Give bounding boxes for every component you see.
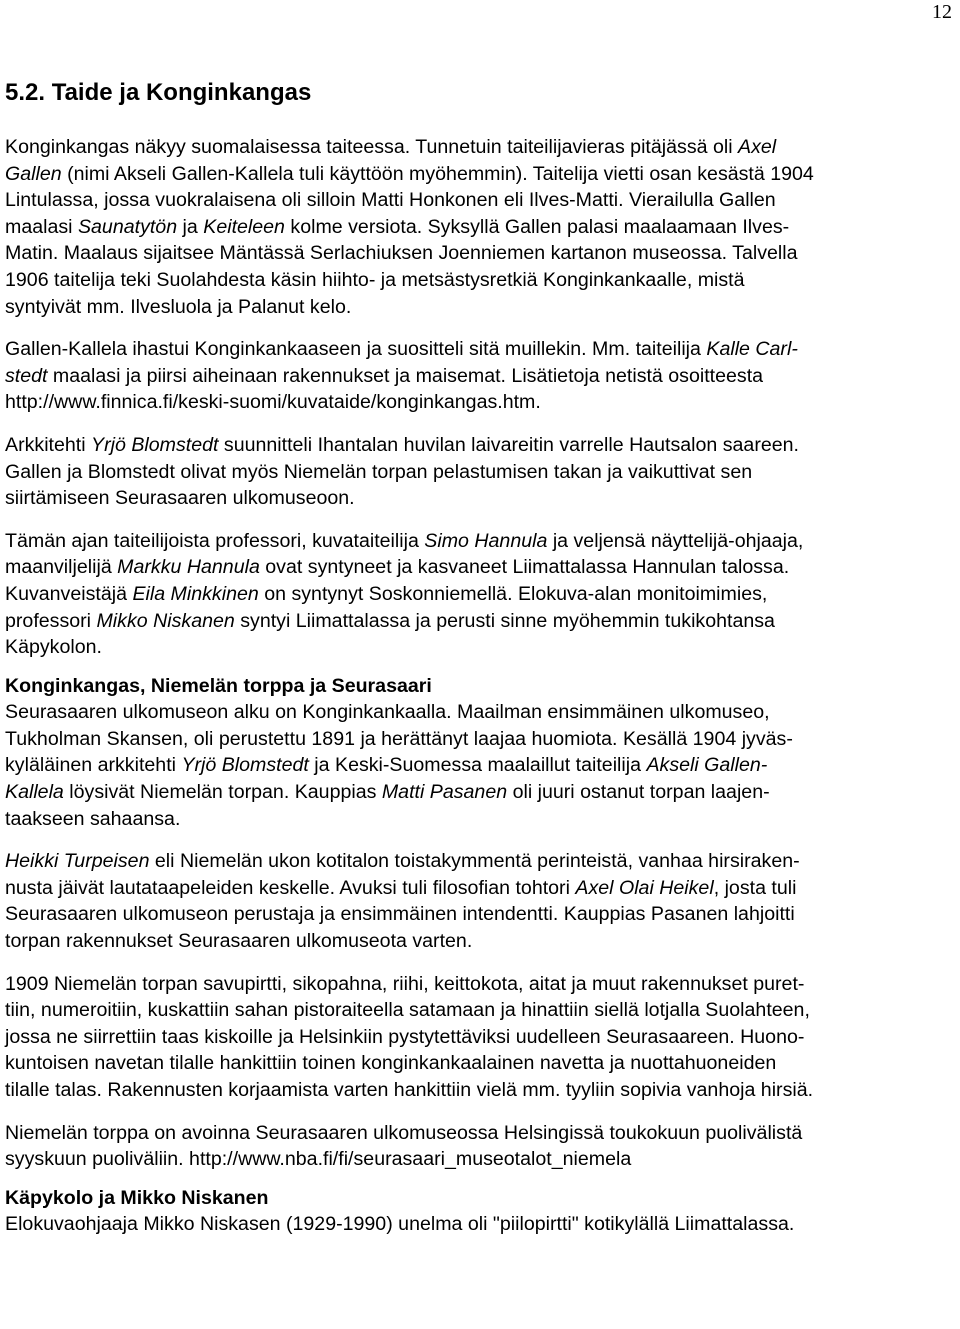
- text-run: on syntynyt Soskonniemellä. Elokuva-alan monitoimimies,: [258, 582, 768, 605]
- text-run: professori: [5, 609, 97, 632]
- text-line: [5, 581, 955, 608]
- text-line: [5, 848, 955, 875]
- text-run: tilalle talas. Rakennusten korjaamista varten hankittiin vielä mm. tyyliin sopivia vanhoja hirsiä.: [5, 1079, 814, 1101]
- italic-name: stedt: [5, 364, 48, 387]
- text-run: 1906 taitelija teki Suolahdesta käsin hiihto- ja metsästysretkiä Konginkankaalle, mistä: [5, 268, 745, 291]
- text-line: [5, 187, 955, 214]
- text-run: Seurasaaren ulkomuseon perustaja ja ensimmäinen intendentti. Kauppias Pasanen lahjoitti: [5, 903, 795, 926]
- text-run: syyskuun puoliväliin. http://www.nba.fi/fi/seurasaari_museotalot_niemela: [5, 1148, 632, 1171]
- italic-name: Axel: [738, 136, 777, 158]
- italic-name: Kalle Carl-: [706, 338, 798, 361]
- text-run: ja: [177, 215, 204, 238]
- text-line: [5, 928, 955, 955]
- text-line: [5, 554, 955, 581]
- italic-name: Matti Pasanen: [381, 781, 508, 804]
- text-run: Konginkangas näkyy suomalaisessa taiteessa. Tunnetuin taiteilijavieras pitäjässä oli: [5, 136, 739, 158]
- text-line: [5, 363, 955, 390]
- text-run: Gallen-Kallela ihastui Konginkankaaseen ja suositteli sitä muillekin. Mm. taiteilija: [5, 338, 707, 361]
- text-line: [5, 267, 955, 294]
- text-run: 1909 Niemelän torpan savupirtti, sikopahna, riihi, keittokota, aitat ja muut rakennukset puret-: [5, 972, 805, 995]
- text-line: [5, 432, 955, 459]
- text-run: tiin, numeroitiin, kuskattiin sahan pistoraiteella satamaan ja hinattiin siellä lotjalla Suolahteen,: [5, 999, 810, 1022]
- text-run: ja veljensä näyttelijä-ohjaaja,: [547, 529, 804, 552]
- text-run: http://www.finnica.fi/keski-suomi/kuvataide/konginkangas.htm.: [5, 391, 541, 414]
- paragraph-gallen-konginkangas: [5, 134, 955, 320]
- italic-name: Heikki Turpeisen: [5, 850, 150, 873]
- text-run: eli Niemelän ukon kotitalon toistakymmentä perinteistä, vanhaa hirsiraken-: [149, 850, 800, 873]
- text-line: [5, 1077, 955, 1104]
- text-run: jossa ne siirrettiin taas kiskoille ja Helsinkiin pystytettäviksi uudelleen Seurasaareen. Huono-: [5, 1025, 805, 1048]
- text-line: [5, 779, 955, 806]
- paragraph-niskanen: [5, 1211, 955, 1238]
- paragraph-seurasaari-origin: [5, 699, 955, 832]
- text-run: Niemelän torppa on avoinna Seurasaaren ulkomuseossa Helsingissä toukokuun puolivälistä: [5, 1121, 803, 1144]
- text-run: suunnitteli Ihantalan huvilan laivareitin varrelle Hautsalon saareen.: [218, 433, 799, 456]
- text-line: [5, 161, 955, 188]
- text-line: [5, 726, 955, 753]
- text-run: nusta jäivät lautataapeleiden keskelle. Avuksi tuli filosofian tohtori: [5, 876, 576, 899]
- italic-name: Saunatytön: [77, 215, 178, 238]
- text-run: Lintulassa, jossa vuokralaisena oli silloin Matti Honkonen eli Ilves-Matti. Vierailulla Gallen: [5, 189, 776, 212]
- paragraph-artists: [5, 528, 955, 661]
- italic-name: Simo Hannula: [424, 529, 548, 552]
- text-line: [5, 214, 955, 241]
- italic-name: Yrjö Blomstedt: [181, 754, 309, 777]
- text-run: Gallen ja Blomstedt olivat myös Niemelän torpan pelastumisen takan ja vaikuttivat sen: [5, 460, 753, 483]
- text-line: [5, 608, 955, 635]
- paragraph-relocation-1909: [5, 971, 955, 1104]
- text-run: löysivät Niemelän torpan. Kauppias: [63, 781, 382, 804]
- text-run: maanviljelijä: [5, 556, 118, 579]
- text-run: ja Keski-Suomessa maalaillut taiteilija: [308, 754, 647, 777]
- text-run: maalasi ja piirsi aiheinaan rakennukset ja maisemat. Lisätietoja netistä osoitteesta: [47, 364, 764, 387]
- subheading-niemela-seurasaari: Konginkangas, Niemelän torppa ja Seurasaari: [5, 674, 432, 697]
- text-line: [5, 752, 955, 779]
- text-run: , josta tuli: [713, 876, 797, 899]
- text-line: [5, 634, 955, 661]
- text-run: Seurasaaren ulkomuseon alku on Konginkankaalla. Maailman ensimmäinen ulkomuseo,: [5, 701, 770, 724]
- italic-name: Mikko Niskanen: [96, 609, 235, 632]
- text-run: Arkkitehti: [5, 433, 92, 456]
- section-title: 5.2. Taide ja Konginkangas: [5, 79, 312, 106]
- text-run: maalasi: [5, 215, 78, 238]
- paragraph-blomstedt: [5, 432, 955, 512]
- italic-name: Keiteleen: [203, 215, 285, 238]
- text-line: [5, 459, 955, 486]
- text-run: (nimi Akseli Gallen-Kallela tuli käyttöön myöhemmin). Taitelija vietti osan kesästä 1904: [61, 162, 814, 185]
- italic-name: Yrjö Blomstedt: [91, 433, 219, 456]
- text-line: [5, 134, 955, 161]
- text-line: [5, 336, 955, 363]
- text-run: Tämän ajan taiteilijoista professori, kuvataiteilija: [5, 529, 425, 552]
- text-line: [5, 1120, 955, 1147]
- text-run: Kuvanveistäjä: [5, 582, 133, 605]
- text-line: [5, 389, 955, 416]
- text-run: Matin. Maalaus sijaitsee Mäntässä Serlachiuksen Joenniemen kartanon museossa. Talvella: [5, 242, 798, 265]
- text-line: [5, 901, 955, 928]
- text-run: kyläläinen arkkitehti: [5, 754, 182, 777]
- paragraph-gallen-kallela-carlstedt: [5, 336, 955, 416]
- text-run: kolme versiota. Syksyllä Gallen palasi maalaamaan Ilves-: [284, 215, 790, 238]
- italic-name: Gallen: [5, 162, 62, 185]
- page-number: 12: [932, 1, 952, 23]
- text-line: [5, 875, 955, 902]
- italic-name: Kallela: [5, 781, 64, 804]
- paragraph-opening-hours: [5, 1120, 955, 1173]
- text-run: siirtämiseen Seurasaaren ulkomuseoon.: [5, 487, 355, 510]
- text-line: [5, 1050, 955, 1077]
- text-run: syntyi Liimattalassa ja perusti sinne myöhemmin tukikohtansa: [234, 609, 775, 632]
- text-run: taakseen sahaansa.: [5, 807, 181, 830]
- italic-name: Markku Hannula: [117, 556, 260, 579]
- text-line: [5, 528, 955, 555]
- text-line: [5, 240, 955, 267]
- text-run: kuntoisen navetan tilalle hankittiin toinen konginkankaalainen navetta ja nuottahuoneiden: [5, 1052, 777, 1075]
- text-line: [5, 294, 955, 321]
- italic-name: Axel Olai Heikel: [575, 876, 714, 899]
- text-line: [5, 1146, 955, 1173]
- subheading-kapykolo: Käpykolo ja Mikko Niskanen: [5, 1186, 269, 1209]
- text-line: [5, 1024, 955, 1051]
- document-body: [5, 78, 955, 1254]
- text-run: ovat syntyneet ja kasvaneet Liimattalassa Hannulan talossa.: [259, 556, 790, 579]
- text-run: torpan rakennukset Seurasaaren ulkomuseota varten.: [5, 930, 473, 953]
- italic-name: Akseli Gallen-: [646, 754, 768, 777]
- text-line: [5, 1211, 955, 1238]
- text-run: Elokuvaohjaaja Mikko Niskasen (1929-1990) unelma oli "piilopirtti" kotikylällä Liimattalassa.: [5, 1213, 795, 1236]
- text-line: [5, 997, 955, 1024]
- text-run: Käpykolon.: [5, 636, 102, 659]
- italic-name: Eila Minkkinen: [132, 582, 259, 605]
- text-line: [5, 699, 955, 726]
- paragraph-turpeinen-heikel: [5, 848, 955, 954]
- text-line: [5, 806, 955, 833]
- text-run: syntyivät mm. Ilvesluola ja Palanut kelo.: [5, 295, 352, 318]
- text-line: [5, 485, 955, 512]
- text-run: Tukholman Skansen, oli perustettu 1891 ja herättänyt laajaa huomiota. Kesällä 1904 jyväs-: [5, 727, 793, 750]
- text-line: [5, 971, 955, 998]
- text-run: oli juuri ostanut torpan laajen-: [507, 781, 770, 804]
